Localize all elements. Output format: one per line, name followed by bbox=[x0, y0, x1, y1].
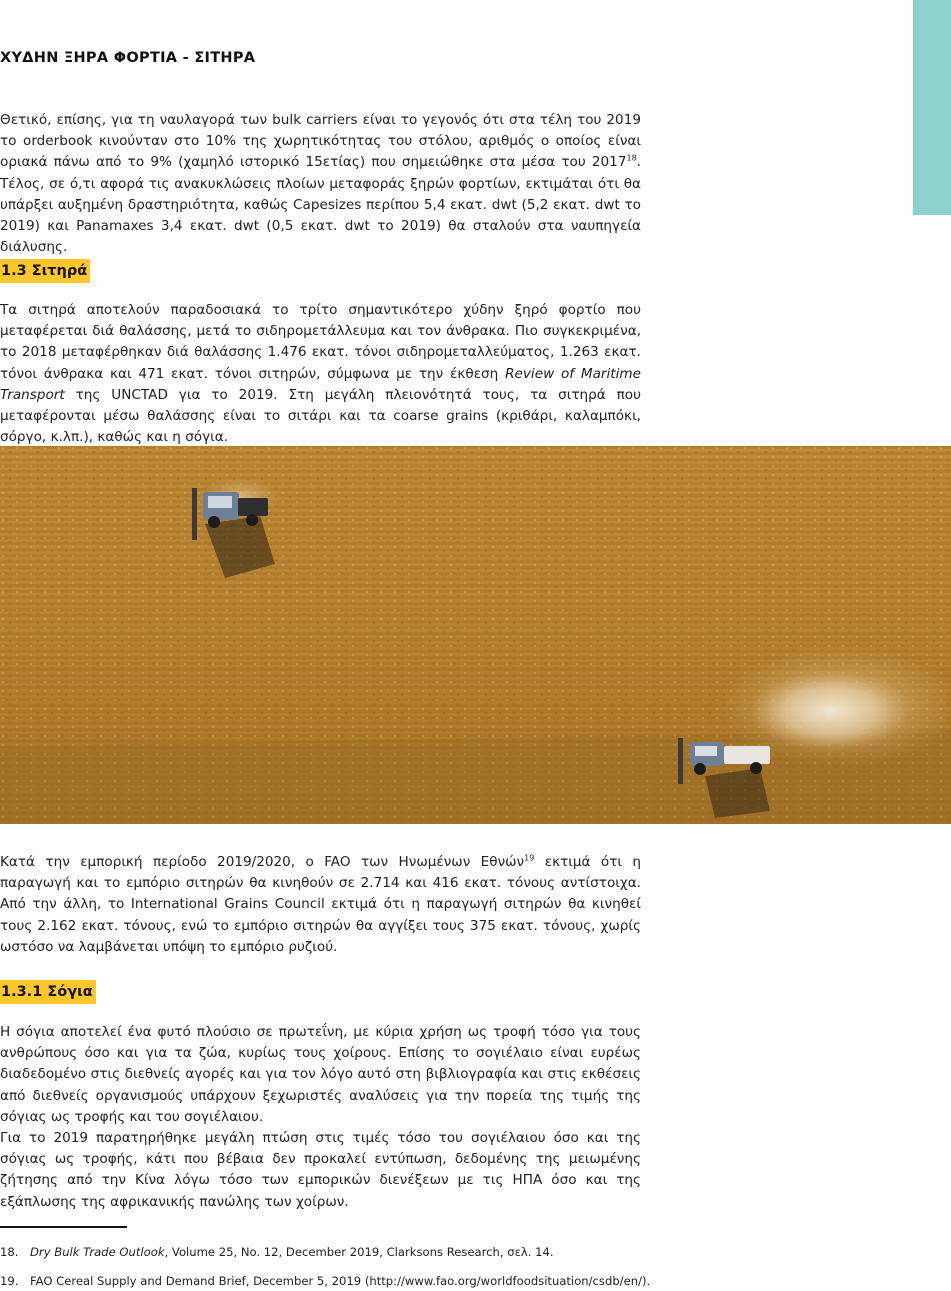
fao-paragraph bbox=[0, 852, 641, 958]
intro-text-b: . Τέλος, σε ό,τι αφορά τις ανακυκλώσεις πλοίων μεταφοράς ξηρών φορτίων, εκτιμάται ότι θα υπάρξει αυξημένη δραστηριότητα, καθώς Capesizes περίπου 5,4 εκατ. dwt (5,2 εκατ. dwt το 2019) και Panamaxes 3,4 εκατ. dwt (0,5 εκατ. dwt το 2019) θα σταλούν στα ναυπηγεία διάλυσης. bbox=[0, 154, 641, 256]
cereals-text-a: Τα σιτηρά αποτελούν παραδοσιακά το τρίτο σημαντικότερο χύδην ξηρό φορτίο που μεταφέρεται διά θαλάσσης, μετά το σιδηρομετάλλευμα και τον άνθρακα. Πιο συγκεκριμένα, το 2018 μεταφέρθηκαν διά θαλάσσης 1.476 εκατ. τόνοι σιδηρομεταλλεύματος, 1.263 εκατ. τόνοι άνθρακα και 471 εκατ. τόνοι σιτηρών, σύμφωνα με την έκθεση bbox=[0, 302, 641, 382]
fao-text-a: Κατά την εμπορική περίοδο 2019/2020, ο FAO των Ηνωμένων Εθνών bbox=[0, 854, 525, 870]
footnote-divider bbox=[0, 1226, 127, 1228]
harvest-field-illustration bbox=[0, 446, 951, 824]
intro-paragraph bbox=[0, 110, 641, 258]
footnote-number: 19. bbox=[0, 1274, 19, 1288]
footnote-18 bbox=[0, 1244, 554, 1260]
section-heading-cereals: 1.3 Σιτηρά bbox=[0, 259, 90, 283]
footnote-19 bbox=[0, 1273, 650, 1289]
harvest-field-photo bbox=[0, 446, 951, 824]
footnote-ref-19[interactable]: 19 bbox=[524, 853, 535, 863]
footnote-text: , Volume 25, No. 12, December 2019, Clarksons Research, σελ. 14. bbox=[164, 1245, 554, 1259]
footnote-italic-title: Dry Bulk Trade Outlook bbox=[30, 1245, 165, 1259]
cereals-text-b: της UNCTAD για το 2019. Στη μεγάλη πλειονότητά τους, τα σιτηρά που μεταφέρονται μέσω θαλάσσης είναι το σιτάρι και τα coarse grains (κριθάρι, καλαμπόκι, σόργο, κ.λπ.), καθώς και η σόγια. bbox=[0, 386, 641, 446]
soy-paragraph-2: Για το 2019 παρατηρήθηκε μεγάλη πτώση στις τιμές τόσο του σογιέλαιου όσο και της σόγιας ως τροφής, κάτι που βέβαια δεν προκαλεί εντύπωση, δεδομένης της μειωμένης ζήτησης από την Κίνα λόγω τόσο των εμπορικών διενέξεων με τις ΗΠΑ όσο και της εξάπλωσης της αφρικανικής πανώλης των χοίρων. bbox=[0, 1130, 641, 1210]
side-color-tab bbox=[913, 0, 951, 215]
footnote-ref-18[interactable]: 18 bbox=[626, 153, 637, 163]
cereals-paragraph bbox=[0, 300, 641, 448]
footnote-number: 18. bbox=[0, 1245, 19, 1259]
soy-paragraph-1: Η σόγια αποτελεί ένα φυτό πλούσιο σε πρωτεΐνη, με κύρια χρήση ως τροφή τόσο για τους ανθρώπους όσο και για τα ζώα, κυρίως τους χοίρους. Επίσης το σογιέλαιο είναι ευρέως διαδεδομένο στις διεθνείς αγορές και για τον λόγο αυτό στη βιβλιογραφία και στις εκθέσεις από διεθνείς οργανισμούς υπάρχουν ξεχωριστές αναλύσεις για την πορεία της τιμής της σόγιας ως τροφής και του σογιέλαιου. bbox=[0, 1024, 641, 1125]
section-heading-soy: 1.3.1 Σόγια bbox=[0, 980, 96, 1004]
footnote-text[interactable]: FAO Cereal Supply and Demand Brief, December 5, 2019 (http://www.fao.org/worldfoodsituation/csdb/en/). bbox=[30, 1274, 651, 1288]
intro-text-a: Θετικό, επίσης, για τη ναυλαγορά των bulk carriers είναι το γεγονός ότι στα τέλη του 2019 το orderbook κινούνταν στο 10% της χωρητικότητας του στόλου, αριθμός ο οποίος είναι οριακά πάνω από το 9% (χαμηλό ιστορικό 15ετίας) που σημειώθηκε στα μέσα του 2017 bbox=[0, 112, 641, 171]
soy-paragraphs bbox=[0, 1022, 641, 1213]
fao-text-b: εκτιμά ότι η παραγωγή και το εμπόριο σιτηρών θα κινηθούν σε 2.714 και 416 εκατ. τόνους αντίστοιχα. Από την άλλη, το International Grains Council εκτιμά ότι η παραγωγή σιτηρών θα κινηθεί τους 2.162 εκατ. τόνους, ενώ το εμπόριο σιτηρών θα αγγίξει τους 375 εκατ. τόνους, χωρίς ωστόσο να λαμβάνεται υπόψη το εμπόριο ρυζιού. bbox=[0, 854, 641, 955]
report-title-italic: Review of Maritime Transport bbox=[0, 365, 642, 403]
running-header-title: ΧΥΔΗΝ ΞΗΡΑ ΦΟΡΤΙΑ - ΣΙΤΗΡΑ bbox=[0, 50, 256, 66]
